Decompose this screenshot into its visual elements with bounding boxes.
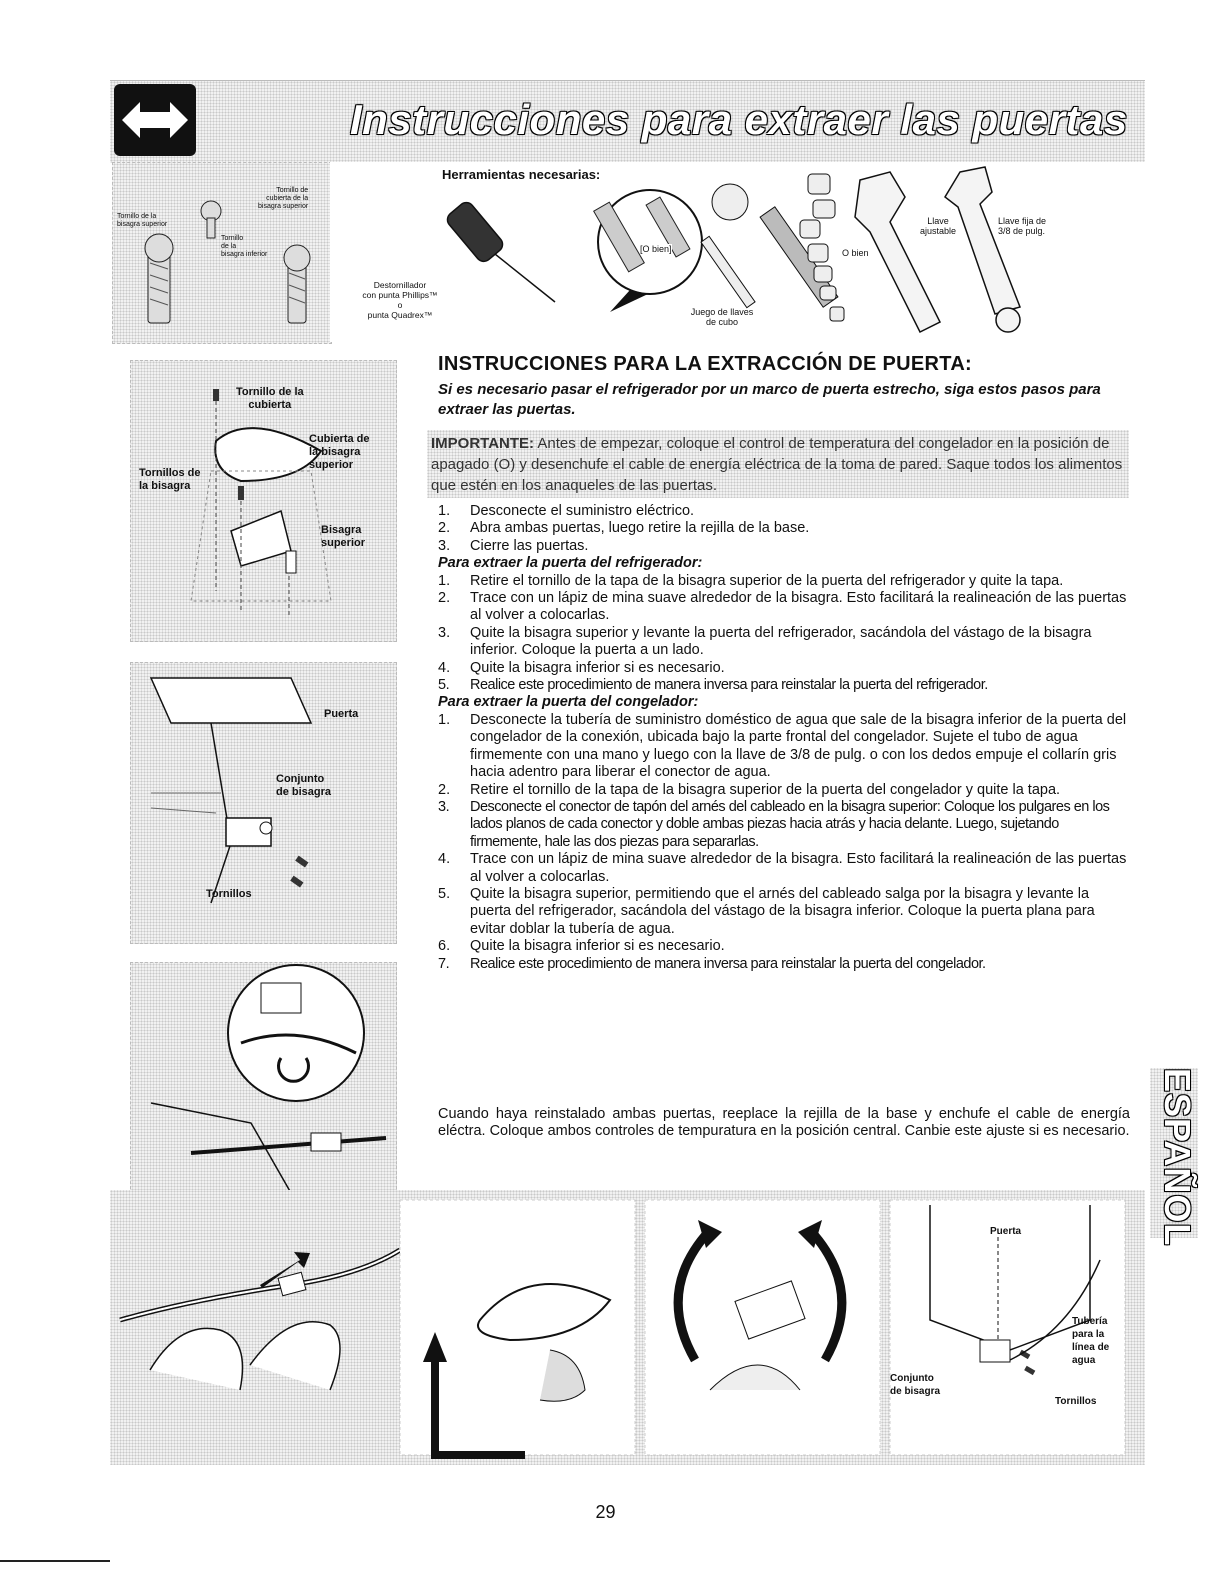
screwdriver-label-4: punta Quadrex™	[367, 310, 433, 320]
cover-screw-label-1: Tornillo de	[276, 187, 309, 194]
step-number: 7.	[438, 955, 450, 972]
list-item	[438, 677, 1130, 694]
bottom-hinge-screw-label-2: de la	[221, 243, 237, 250]
cover-screw-callout-2: cubierta	[248, 399, 292, 411]
or-wrench-label: O bien	[842, 248, 869, 258]
water-line-callout-1: Tubería	[1072, 1316, 1108, 1327]
tools-heading: Herramientas necesarias:	[442, 167, 601, 182]
list-item	[438, 956, 1130, 973]
list-item	[438, 660, 1130, 677]
step-number: 1.	[438, 572, 451, 589]
step-number: 4.	[438, 851, 451, 868]
adjustable-wrench-label-2: ajustable	[920, 226, 957, 236]
top-hinge-callout-2: superior	[321, 537, 366, 549]
hinge-cover-callout-2: la bisagra	[309, 446, 361, 458]
important-notice	[427, 430, 1129, 498]
step-number: 2.	[438, 590, 451, 607]
hinge-cover-callout-3: superior	[309, 459, 354, 471]
step-number: 5.	[438, 885, 451, 902]
top-hinge-figure	[130, 360, 397, 642]
bottom-hinge-assembly-callout-1: Conjunto	[890, 1373, 934, 1384]
step-text: Trace con un lápiz de mina suave alrededor de la bisagra. Esto facilitará la realineación de las puertas al volver a colocarlas.	[470, 851, 1127, 885]
list-item	[438, 851, 1130, 886]
language-tab-label: ESPAÑOL	[1157, 1068, 1198, 1247]
list-item	[438, 938, 1130, 955]
step-number: 1.	[438, 711, 451, 728]
step-text: Realice este procedimiento de manera inversa para reinstalar la puerta del congelador.	[470, 955, 986, 972]
footer-rule	[0, 1560, 110, 1562]
door-callout: Puerta	[324, 708, 359, 720]
page-number: 29	[595, 1502, 616, 1522]
step-text: Trace con un lápiz de mina suave alrededor de la bisagra. Esto facilitará la realineación de las puertas al volver a colocarlas.	[470, 590, 1127, 624]
bottom-hinge-screw-label-3: bisagra inferior	[221, 251, 268, 258]
important-text: Antes de empezar, coloque el control de temperatura del congelador en la posición de apagado (O) y desenchufe el cable de energía eléctrica de la toma de pared. Saque todos los alimentos que estén en los anaqueles de las puertas.	[431, 435, 1123, 494]
step-number: 5.	[438, 677, 450, 694]
hinge-screws-callout-1: Tornillos de	[139, 467, 201, 479]
instructions-title: INSTRUCCIONES PARA LA EXTRACCIÓN DE PUERTA:	[438, 353, 973, 375]
screws-figure	[112, 162, 332, 344]
cover-screw-callout-1: Tornillo de la	[236, 386, 304, 398]
water-line-callout-4: agua	[1072, 1355, 1096, 1366]
socket-set-label-2: de cubo	[705, 317, 739, 327]
top-hinge-callout-1: Bisagra	[321, 524, 362, 536]
water-line-callout-2: para la	[1072, 1329, 1105, 1340]
step-number: 3.	[438, 624, 451, 641]
instructions-subtitle: Si es necesario pasar el refrigerador por un marco de puerta estrecho, siga estos pasos para extraer las puertas.	[438, 381, 1101, 418]
step-text: Desconecte el conector de tapón del arnés del cableado en la bisagra superior: Coloque los pulgares en los lados planos de cada conector y doble ambas piezas hacia atrás y hacia delante. Luego, sujetando firmemente, hale las dos piezas para separarlas.	[470, 798, 1110, 850]
step-text: Desconecte el suministro eléctrico.	[470, 503, 695, 519]
screwdriver-label-1: Destornillador	[373, 280, 427, 290]
or-bit-label: [O bien]	[640, 244, 672, 254]
bottom-hinge-assembly-callout-2: de bisagra	[890, 1386, 941, 1397]
top-hinge-screw-label-1: Tornillo de la	[117, 213, 157, 220]
water-connector-figure	[130, 962, 397, 1199]
list-item	[438, 712, 1130, 782]
list-item	[438, 625, 1130, 660]
screwdriver-label-3: o	[397, 300, 403, 310]
cover-screw-label-2: cubierta de la	[266, 195, 309, 202]
hinge-assembly-callout-1: Conjunto	[276, 773, 325, 785]
list-item	[438, 590, 1130, 625]
list-item	[438, 538, 1130, 555]
water-line-callout-3: línea de	[1072, 1342, 1110, 1353]
door-removal-icon	[114, 84, 196, 156]
screwdriver-label-2: con punta Phillips™	[362, 290, 438, 300]
screws-callout: Tornillos	[206, 888, 252, 900]
step-number: 3.	[438, 798, 450, 815]
list-item	[438, 886, 1130, 938]
fixed-wrench-label-2: 3/8 de pulg.	[998, 226, 1046, 236]
step-number: 4.	[438, 659, 451, 676]
step-number: 2.	[438, 520, 451, 537]
step-number: 3.	[438, 537, 451, 554]
closing-paragraph: Cuando haya reinstalado ambas puertas, reeplace la rejilla de la base y enchufe el cable de energía eléctra. Coloque ambos controles de tempuratura en la posición central. Canbie este ajuste si es necesario.	[438, 1106, 1130, 1140]
socket-set-label-1: Juego de llaves	[690, 307, 754, 317]
general-steps	[438, 503, 1130, 973]
step-text: Cierre las puertas.	[470, 537, 589, 554]
page-title: Instrucciones para extraer las puertas	[350, 96, 1128, 143]
step-text: Quite la bisagra inferior si es necesario.	[470, 938, 725, 955]
list-item	[438, 520, 1130, 537]
step-text: Quite la bisagra superior y levante la puerta del refrigerador, sacándola del vástago de la bisagra inferior. Coloque la puerta a un lado.	[470, 624, 1092, 659]
step-text: Quite la bisagra inferior si es necesario.	[470, 659, 725, 676]
bottom-screws-callout: Tornillos	[1055, 1396, 1097, 1407]
step-text: Abra ambas puertas, luego retire la rejilla de la base.	[470, 520, 810, 537]
step-number: 6.	[438, 938, 451, 955]
bottom-door-callout: Puerta	[990, 1226, 1022, 1237]
bottom-illustrations	[110, 1190, 1145, 1465]
adjustable-wrench-label-1: Llave	[927, 216, 949, 226]
top-hinge-screw-label-2: bisagra superior	[117, 221, 168, 228]
step-text: Retire el tornillo de la tapa de la bisagra superior de la puerta del refrigerador y quite la tapa.	[470, 572, 1064, 589]
tools-figure	[330, 162, 1145, 342]
bottom-hinge-screw-label-1: Tornillo	[221, 235, 244, 242]
fridge-heading: Para extraer la puerta del refrigerador:	[438, 555, 703, 572]
cover-screw-label-3: bisagra superior	[258, 203, 309, 210]
list-item	[438, 782, 1130, 799]
important-label: IMPORTANTE:	[431, 435, 535, 452]
step-text: Realice este procedimiento de manera inversa para reinstalar la puerta del refrigerador.	[470, 677, 988, 694]
hinge-assembly-callout-2: de bisagra	[276, 786, 332, 798]
step-text: Desconecte la tubería de suministro doméstico de agua que sale de la bisagra inferior de la puerta del congelador de la conexión, ubicada bajo la parte frontal del congelador. Sujete el tubo de agua firmemente con una mano y luego con la llave de 3/8 de pulg. o con los dedos empuje el collarín gris hacia adentro para liberar el conector de agua.	[470, 711, 1127, 781]
list-item	[438, 503, 1130, 520]
step-text: Retire el tornillo de la tapa de la bisagra superior de la puerta del congelador y quite la tapa.	[470, 781, 1061, 798]
list-item	[438, 799, 1130, 851]
step-number: 1.	[438, 503, 451, 519]
hinge-cover-callout-1: Cubierta de	[309, 433, 370, 445]
fixed-wrench-label-1: Llave fija de	[998, 216, 1047, 226]
bottom-hinge-figure	[130, 662, 397, 944]
freezer-heading: Para extraer la puerta del congelador:	[438, 694, 699, 711]
hinge-screws-callout-2: la bisagra	[139, 480, 191, 492]
step-text: Quite la bisagra superior, permitiendo que el arnés del cableado salga por la bisagra y levante la puerta del refrigerador, sacándola del vástago de la bisagra inferior. Coloque la puerta plana para evitar doblar la tubería de agua.	[470, 885, 1095, 937]
step-number: 2.	[438, 781, 451, 798]
list-item	[438, 573, 1130, 590]
